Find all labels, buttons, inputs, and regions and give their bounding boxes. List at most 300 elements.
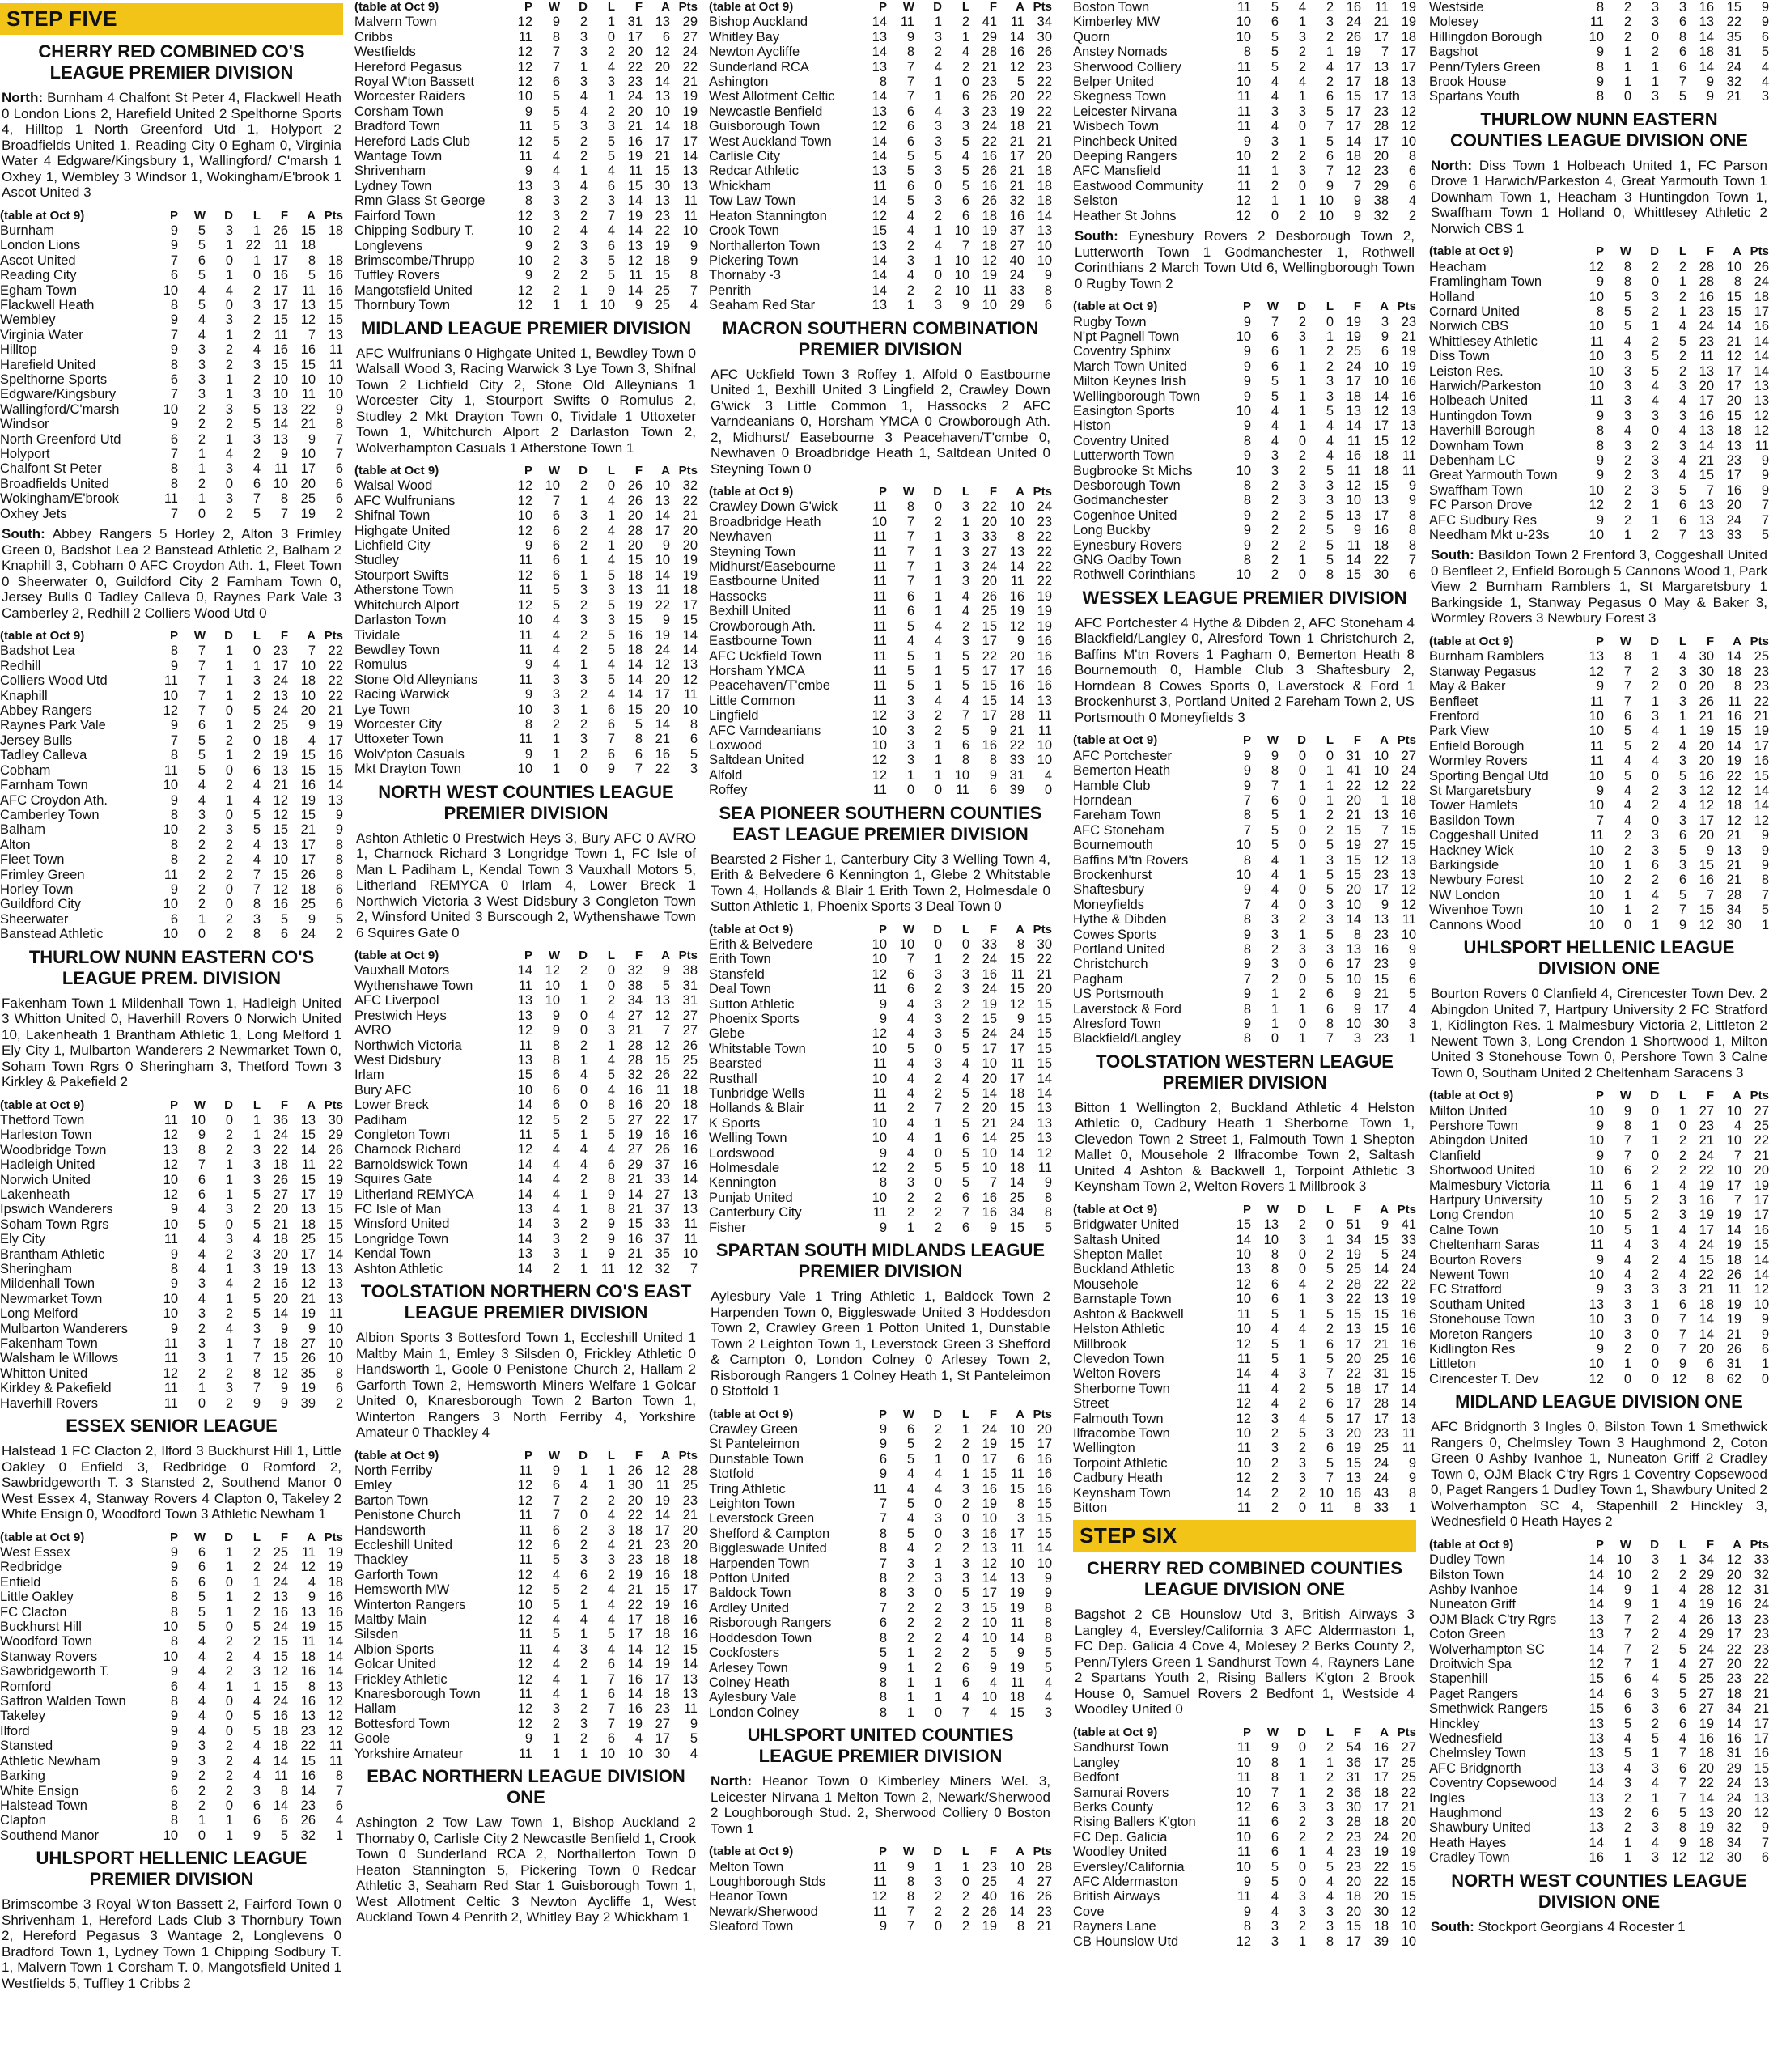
stat-cell: 5 bbox=[1761, 902, 1769, 918]
team-name: Hackney Wick bbox=[1429, 843, 1514, 858]
team-name: Knaresborough Town bbox=[354, 1687, 481, 1701]
team-name: Heanor Town bbox=[709, 1889, 787, 1904]
stat-cell: 0 bbox=[225, 807, 233, 822]
stat-cell: 8 bbox=[552, 29, 560, 45]
stat-cell: 6 bbox=[552, 567, 560, 583]
team-name: London Lions bbox=[0, 238, 81, 253]
team-name: Bourton Rovers bbox=[1429, 1252, 1522, 1267]
stat-cell: 15 bbox=[1699, 468, 1714, 483]
stat-cell: 11 bbox=[518, 1627, 532, 1642]
table-row bbox=[1429, 0, 1769, 15]
stat-cell: 2 bbox=[1408, 208, 1416, 223]
column-header: Pts bbox=[1033, 0, 1052, 14]
stat-cell: 14 bbox=[682, 627, 698, 643]
stat-cell: 10 bbox=[872, 952, 887, 967]
stat-cell: 5 bbox=[961, 1586, 969, 1601]
team-name: Balham bbox=[0, 822, 45, 838]
stat-cell: 18 bbox=[273, 1157, 288, 1173]
stat-cell: 3 bbox=[906, 723, 914, 738]
team-name: Highgate United bbox=[354, 523, 451, 538]
stat-cell: 26 bbox=[655, 1068, 670, 1083]
stat-cell: 2 bbox=[1623, 828, 1631, 843]
stat-cell: 16 bbox=[655, 1567, 670, 1582]
stat-cell: 3 bbox=[579, 29, 588, 45]
table-row bbox=[0, 1545, 343, 1560]
column-header: D bbox=[224, 629, 233, 643]
stat-cell: 2 bbox=[197, 1798, 206, 1813]
stat-cell: 1 bbox=[579, 1052, 588, 1068]
stat-cell: 9 bbox=[170, 718, 178, 733]
stat-cell: 4 bbox=[552, 627, 560, 643]
stat-cell: 10 bbox=[163, 282, 178, 298]
stat-cell: 0 bbox=[1651, 1357, 1659, 1372]
stat-cell: 4 bbox=[1408, 1001, 1416, 1017]
team-name: Kennington bbox=[709, 1175, 777, 1191]
stat-cell: 0 bbox=[934, 1705, 942, 1720]
stat-cell: 9 bbox=[879, 1422, 887, 1437]
stat-cell: 10 bbox=[517, 1597, 532, 1612]
table-row bbox=[354, 1493, 698, 1508]
stat-cell: 3 bbox=[1678, 379, 1686, 393]
team-name: Eynesbury Rovers bbox=[1073, 537, 1182, 553]
stat-cell: 7 bbox=[1678, 1327, 1686, 1342]
stat-cell: 9 bbox=[170, 1739, 178, 1754]
stat-cell: 26 bbox=[655, 1142, 670, 1157]
table-row bbox=[0, 793, 343, 808]
stat-cell: 11 bbox=[163, 762, 178, 778]
stat-cell: 2 bbox=[934, 1422, 942, 1437]
stat-cell: 17 bbox=[1373, 507, 1389, 523]
stat-cell: 9 bbox=[170, 417, 178, 432]
stat-cell: 3 bbox=[1678, 858, 1686, 873]
team-name: Albion Sports bbox=[354, 1641, 435, 1657]
team-name: AFC Croydon Ath. bbox=[0, 792, 108, 808]
stat-cell: 13 bbox=[655, 493, 670, 508]
league-heading: ESSEX SENIOR LEAGUE bbox=[66, 1416, 278, 1437]
stat-cell: 1 bbox=[906, 1705, 914, 1720]
stat-cell: 4 bbox=[1678, 1222, 1686, 1238]
table-row bbox=[1073, 359, 1416, 374]
table-row bbox=[0, 342, 343, 357]
stat-cell: 18 bbox=[682, 119, 698, 134]
stat-cell: 20 bbox=[1037, 1422, 1052, 1437]
stat-cell: 8 bbox=[280, 1783, 288, 1798]
table-row bbox=[709, 1556, 1052, 1571]
table-date-label: (table at Oct 9) bbox=[1429, 1537, 1514, 1552]
table-row bbox=[709, 30, 1052, 45]
team-name: Goole bbox=[354, 1731, 391, 1747]
stat-cell: 11 bbox=[1237, 104, 1251, 119]
stat-cell: 2 bbox=[961, 1101, 969, 1116]
table-row bbox=[709, 1875, 1052, 1889]
stat-cell: 0 bbox=[579, 1008, 588, 1023]
team-name: Takeley bbox=[0, 1709, 45, 1724]
stat-cell: 9 bbox=[1243, 314, 1251, 329]
stat-cell: 4 bbox=[1298, 1322, 1306, 1337]
stat-cell: 6 bbox=[1408, 163, 1416, 179]
stat-cell: 23 bbox=[1373, 163, 1389, 179]
stat-cell: 8 bbox=[607, 1098, 615, 1113]
table-row bbox=[1429, 1717, 1769, 1731]
stat-cell: 8 bbox=[335, 852, 343, 868]
team-name: Malvern Town bbox=[354, 15, 437, 30]
table-row bbox=[0, 1754, 343, 1768]
team-name: Fisher bbox=[709, 1220, 746, 1235]
stat-cell: 17 bbox=[328, 732, 343, 748]
stat-cell: 13 bbox=[1401, 89, 1416, 104]
stat-cell: 2 bbox=[1623, 1342, 1631, 1357]
stat-cell: 2 bbox=[1298, 1441, 1306, 1456]
column-header: W bbox=[193, 629, 206, 643]
team-name: Horsham YMCA bbox=[709, 663, 805, 678]
team-name: Enfield bbox=[0, 1574, 41, 1590]
stat-cell: 4 bbox=[989, 1705, 997, 1720]
column-header: F bbox=[1353, 1202, 1361, 1216]
stat-cell: 21 bbox=[682, 1508, 698, 1523]
stat-cell: 14 bbox=[1589, 1835, 1604, 1850]
stat-cell: 15 bbox=[1401, 822, 1416, 838]
stat-cell: 7 bbox=[1733, 1148, 1741, 1163]
column-header: Pts bbox=[678, 0, 698, 14]
team-name: Swaffham Town bbox=[1429, 482, 1523, 498]
stat-cell: 10 bbox=[1616, 1552, 1631, 1568]
stat-cell: 22 bbox=[982, 134, 997, 149]
stat-cell: 33 bbox=[1726, 528, 1741, 543]
stat-cell: 16 bbox=[682, 1142, 698, 1157]
stat-cell: 24 bbox=[273, 673, 288, 689]
team-name: Newent Town bbox=[1429, 1267, 1509, 1282]
stat-cell: 11 bbox=[518, 1552, 532, 1568]
stat-cell: 10 bbox=[1037, 737, 1052, 753]
stat-cell: 15 bbox=[1346, 822, 1361, 838]
stat-cell: 26 bbox=[1726, 1342, 1741, 1357]
stat-cell: 26 bbox=[1699, 694, 1714, 709]
stat-cell: 22 bbox=[982, 648, 997, 664]
table-row bbox=[354, 1038, 698, 1053]
stat-cell: 2 bbox=[1271, 971, 1279, 987]
stat-cell: 3 bbox=[607, 613, 615, 628]
stat-cell: 10 bbox=[1236, 1859, 1251, 1875]
stat-cell: 2 bbox=[1298, 523, 1306, 538]
stat-cell: 6 bbox=[1623, 1686, 1631, 1701]
stat-cell: 27 bbox=[1037, 1874, 1052, 1889]
table-row bbox=[709, 253, 1052, 268]
stat-cell: 16 bbox=[1037, 648, 1052, 664]
team-name: Histon bbox=[1073, 418, 1111, 434]
stat-cell: 14 bbox=[1589, 1567, 1604, 1582]
stat-cell: 1 bbox=[1326, 1232, 1334, 1247]
team-name: Lower Breck bbox=[354, 1098, 429, 1113]
stat-cell: 18 bbox=[300, 673, 316, 689]
stat-cell: 4 bbox=[1326, 1874, 1334, 1889]
stat-cell: 13 bbox=[273, 688, 288, 703]
team-name: Easington Sports bbox=[1073, 403, 1175, 418]
stat-cell: 9 bbox=[634, 298, 643, 313]
stat-cell: 17 bbox=[1009, 1041, 1024, 1056]
table-row bbox=[1073, 1770, 1416, 1785]
stat-cell: 2 bbox=[225, 778, 233, 793]
table-row bbox=[1429, 1193, 1769, 1208]
stat-cell: 2 bbox=[1298, 1919, 1306, 1934]
stat-cell: 20 bbox=[682, 538, 698, 554]
stat-cell: 5 bbox=[552, 1582, 560, 1598]
table-row bbox=[1429, 30, 1769, 45]
team-name: Wembley bbox=[0, 312, 56, 328]
team-name: Ardley United bbox=[709, 1600, 790, 1616]
stat-cell: 33 bbox=[1373, 1500, 1389, 1515]
stat-cell: 1 bbox=[225, 1336, 233, 1352]
table-row bbox=[709, 1072, 1052, 1086]
table-row bbox=[354, 74, 698, 89]
results-paragraph bbox=[711, 367, 1050, 478]
stat-cell: 2 bbox=[225, 852, 233, 868]
stat-cell: 3 bbox=[607, 583, 615, 598]
stat-cell: 10 bbox=[655, 553, 670, 568]
table-row bbox=[1073, 30, 1416, 45]
league-heading: MACRON SOUTHERN COMBINATION PREMIER DIVISION bbox=[722, 317, 1039, 359]
stat-cell: 36 bbox=[273, 1112, 288, 1127]
stat-cell: 32 bbox=[627, 1068, 643, 1083]
stat-cell: 22 bbox=[682, 493, 698, 508]
team-name: AFC Liverpool bbox=[354, 993, 439, 1008]
table-row bbox=[1429, 1746, 1769, 1760]
stat-cell: 9 bbox=[552, 1023, 560, 1038]
stat-cell: 3 bbox=[689, 762, 698, 777]
stat-cell: 2 bbox=[197, 1321, 206, 1336]
table-row bbox=[1429, 89, 1769, 104]
stat-cell: 4 bbox=[579, 1068, 588, 1083]
team-name: Flackwell Heath bbox=[0, 297, 95, 312]
table-header-row bbox=[1073, 1726, 1416, 1740]
stat-cell: 13 bbox=[1699, 15, 1714, 30]
stat-cell: 16 bbox=[1401, 1322, 1416, 1337]
stat-cell: 39 bbox=[300, 1395, 316, 1411]
stat-cell: 16 bbox=[300, 342, 316, 358]
stat-cell: 14 bbox=[872, 149, 887, 164]
stat-cell: 2 bbox=[1271, 567, 1279, 583]
stat-cell: 10 bbox=[1236, 1247, 1251, 1263]
stat-cell: 3 bbox=[934, 163, 942, 179]
stat-cell: 2 bbox=[225, 1127, 233, 1143]
stat-cell: 4 bbox=[906, 1541, 914, 1556]
stat-cell: 4 bbox=[1761, 74, 1769, 90]
stat-cell: 9 bbox=[1596, 74, 1604, 90]
stat-cell: 9 bbox=[1596, 783, 1604, 799]
stat-cell: 8 bbox=[1596, 304, 1604, 319]
table-row bbox=[1429, 754, 1769, 768]
stat-cell: 11 bbox=[518, 1746, 532, 1761]
stat-cell: 10 bbox=[1589, 528, 1604, 543]
stat-cell: 7 bbox=[1623, 694, 1631, 709]
stat-cell: 18 bbox=[1726, 664, 1741, 679]
table-row bbox=[1429, 1178, 1769, 1193]
stat-cell: 10 bbox=[1589, 1222, 1604, 1238]
column-header: A bbox=[1380, 1725, 1389, 1739]
stat-cell: 5 bbox=[1271, 1351, 1279, 1366]
league-heading: CHERRY RED COMBINED COUNTIES LEAGUE DIVISION ONE bbox=[1087, 1558, 1402, 1600]
stat-cell: 9 bbox=[879, 1919, 887, 1934]
stat-cell: 1 bbox=[934, 1556, 942, 1571]
stat-cell: 10 bbox=[1236, 29, 1251, 45]
stat-cell: 14 bbox=[1726, 319, 1741, 334]
stat-cell: 11 bbox=[683, 687, 698, 703]
stat-cell: 4 bbox=[197, 1202, 206, 1217]
team-name: Punjab United bbox=[709, 1190, 793, 1205]
stat-cell: 24 bbox=[982, 1422, 997, 1437]
results-paragraph bbox=[1431, 1919, 1767, 1935]
table-row bbox=[1073, 60, 1416, 74]
team-name: West Auckland Town bbox=[709, 134, 832, 149]
table-row bbox=[1073, 15, 1416, 29]
stat-cell: 5 bbox=[607, 1112, 615, 1127]
table-row bbox=[709, 1705, 1052, 1720]
stat-cell: 22 bbox=[300, 1739, 316, 1754]
stat-cell: 9 bbox=[1243, 134, 1251, 149]
stat-cell: 3 bbox=[1623, 393, 1631, 409]
stat-cell: 9 bbox=[170, 1753, 178, 1768]
stat-cell: 8 bbox=[1243, 493, 1251, 508]
team-name: Moreton Rangers bbox=[1429, 1327, 1533, 1342]
table-row bbox=[1073, 1904, 1416, 1919]
team-name: Wednesfield bbox=[1429, 1731, 1503, 1746]
stat-cell: 13 bbox=[682, 1201, 698, 1216]
table-row bbox=[1073, 972, 1416, 987]
stat-cell: 21 bbox=[627, 1537, 643, 1552]
stat-cell: 12 bbox=[517, 74, 532, 90]
stat-cell: 6 bbox=[1761, 29, 1769, 45]
stat-cell: 7 bbox=[170, 327, 178, 342]
column-header: D bbox=[1297, 1202, 1306, 1216]
stat-cell: 0 bbox=[934, 936, 942, 952]
stat-cell: 2 bbox=[579, 208, 588, 223]
stat-cell: 12 bbox=[1754, 813, 1769, 828]
stat-cell: 14 bbox=[872, 89, 887, 104]
stat-cell: 9 bbox=[252, 1828, 261, 1843]
stat-cell: 6 bbox=[906, 966, 914, 982]
team-name: Wolverhampton SC bbox=[1429, 1641, 1545, 1657]
stat-cell: 3 bbox=[607, 1552, 615, 1568]
stat-cell: 16 bbox=[1726, 482, 1741, 498]
stat-cell: 17 bbox=[1754, 1716, 1769, 1731]
stat-cell: 3 bbox=[906, 1556, 914, 1571]
stat-cell: 2 bbox=[225, 417, 233, 432]
stat-cell: 1 bbox=[579, 282, 588, 298]
stat-cell: 26 bbox=[982, 588, 997, 604]
stat-cell: 2 bbox=[1326, 74, 1334, 90]
stat-cell: 11 bbox=[163, 1336, 178, 1352]
stat-cell: 2 bbox=[1623, 1790, 1631, 1806]
stat-cell: 1 bbox=[607, 15, 615, 30]
stat-cell: 2 bbox=[1623, 1820, 1631, 1836]
stat-cell: 2 bbox=[1651, 1627, 1659, 1642]
stat-cell: 10 bbox=[1589, 1327, 1604, 1342]
stat-cell: 15 bbox=[1373, 1232, 1389, 1247]
stat-cell: 19 bbox=[1037, 588, 1052, 604]
stat-cell: 10 bbox=[1589, 289, 1604, 304]
stat-cell: 24 bbox=[682, 45, 698, 60]
stat-cell: 11 bbox=[1347, 537, 1361, 553]
stat-cell: 14 bbox=[1589, 1597, 1604, 1612]
stat-cell: 30 bbox=[1373, 1017, 1389, 1032]
stat-cell: 11 bbox=[655, 1082, 670, 1098]
team-name: Irlam bbox=[354, 1068, 384, 1083]
table-row bbox=[1073, 179, 1416, 193]
stat-cell: 11 bbox=[872, 663, 887, 678]
team-name: Whitley Bay bbox=[709, 29, 780, 45]
stat-cell: 2 bbox=[335, 506, 343, 521]
league-heading: CHERRY RED COMBINED CO'S LEAGUE PREMIER DIVISION bbox=[38, 41, 305, 83]
stat-cell: 1 bbox=[579, 702, 588, 717]
stat-cell: 14 bbox=[1009, 1175, 1024, 1191]
stat-cell: 24 bbox=[300, 927, 316, 942]
stat-cell: 13 bbox=[1754, 1790, 1769, 1806]
team-name: Aylesbury Vale bbox=[709, 1690, 797, 1705]
stat-cell: 2 bbox=[225, 732, 233, 748]
team-name: Hilltop bbox=[0, 342, 37, 358]
team-name: Keynsham Town bbox=[1073, 1485, 1171, 1501]
stat-cell: 3 bbox=[1271, 448, 1279, 464]
stat-cell: 8 bbox=[170, 807, 178, 822]
team-name: Wantage Town bbox=[354, 149, 443, 164]
stat-cell: 10 bbox=[1037, 253, 1052, 268]
stat-cell: 16 bbox=[1699, 408, 1714, 423]
stat-cell: 9 bbox=[170, 223, 178, 238]
stat-cell: 8 bbox=[1243, 1001, 1251, 1017]
team-name: Spelthorne Sports bbox=[0, 372, 108, 387]
stat-cell: 3 bbox=[1326, 493, 1334, 508]
stat-cell: 1 bbox=[607, 1463, 615, 1478]
stat-cell: 10 bbox=[1009, 514, 1024, 529]
stat-cell: 5 bbox=[1761, 45, 1769, 60]
column-header: P bbox=[524, 1448, 532, 1463]
table-row bbox=[709, 1026, 1052, 1041]
table-row bbox=[0, 643, 343, 658]
team-name: Hamble Club bbox=[1073, 778, 1151, 793]
table-row bbox=[709, 589, 1052, 604]
stat-cell: 16 bbox=[627, 134, 643, 149]
stat-cell: 6 bbox=[1678, 15, 1686, 30]
stat-cell: 12 bbox=[1009, 618, 1024, 634]
table-row bbox=[1429, 1119, 1769, 1133]
table-row bbox=[709, 1042, 1052, 1056]
stat-cell: 4 bbox=[552, 1687, 560, 1701]
stat-cell: 5 bbox=[607, 1068, 615, 1083]
stat-cell: 6 bbox=[170, 911, 178, 927]
table-row bbox=[1073, 957, 1416, 971]
stat-cell: 35 bbox=[1726, 29, 1741, 45]
stat-cell: 14 bbox=[655, 1508, 670, 1523]
stat-cell: 14 bbox=[1009, 693, 1024, 708]
stat-cell: 1 bbox=[1298, 1031, 1306, 1047]
stat-cell: 7 bbox=[1271, 778, 1279, 793]
table-row bbox=[354, 673, 698, 687]
column-header: Pts bbox=[1397, 299, 1416, 314]
stat-cell: 14 bbox=[1037, 1541, 1052, 1556]
team-name: Longlevens bbox=[354, 238, 423, 253]
stat-cell: 4 bbox=[607, 523, 615, 538]
column-header: P bbox=[1595, 634, 1604, 648]
stat-cell: 41 bbox=[982, 15, 997, 30]
stat-cell: 13 bbox=[872, 298, 887, 313]
table-row bbox=[1073, 853, 1416, 868]
stat-cell: 31 bbox=[1726, 1746, 1741, 1761]
table-row bbox=[354, 104, 698, 119]
column-header: W bbox=[548, 464, 560, 478]
stat-cell: 20 bbox=[682, 523, 698, 538]
stat-cell: 13 bbox=[1699, 423, 1714, 439]
table-row bbox=[1073, 134, 1416, 149]
stat-cell: 15 bbox=[627, 553, 643, 568]
